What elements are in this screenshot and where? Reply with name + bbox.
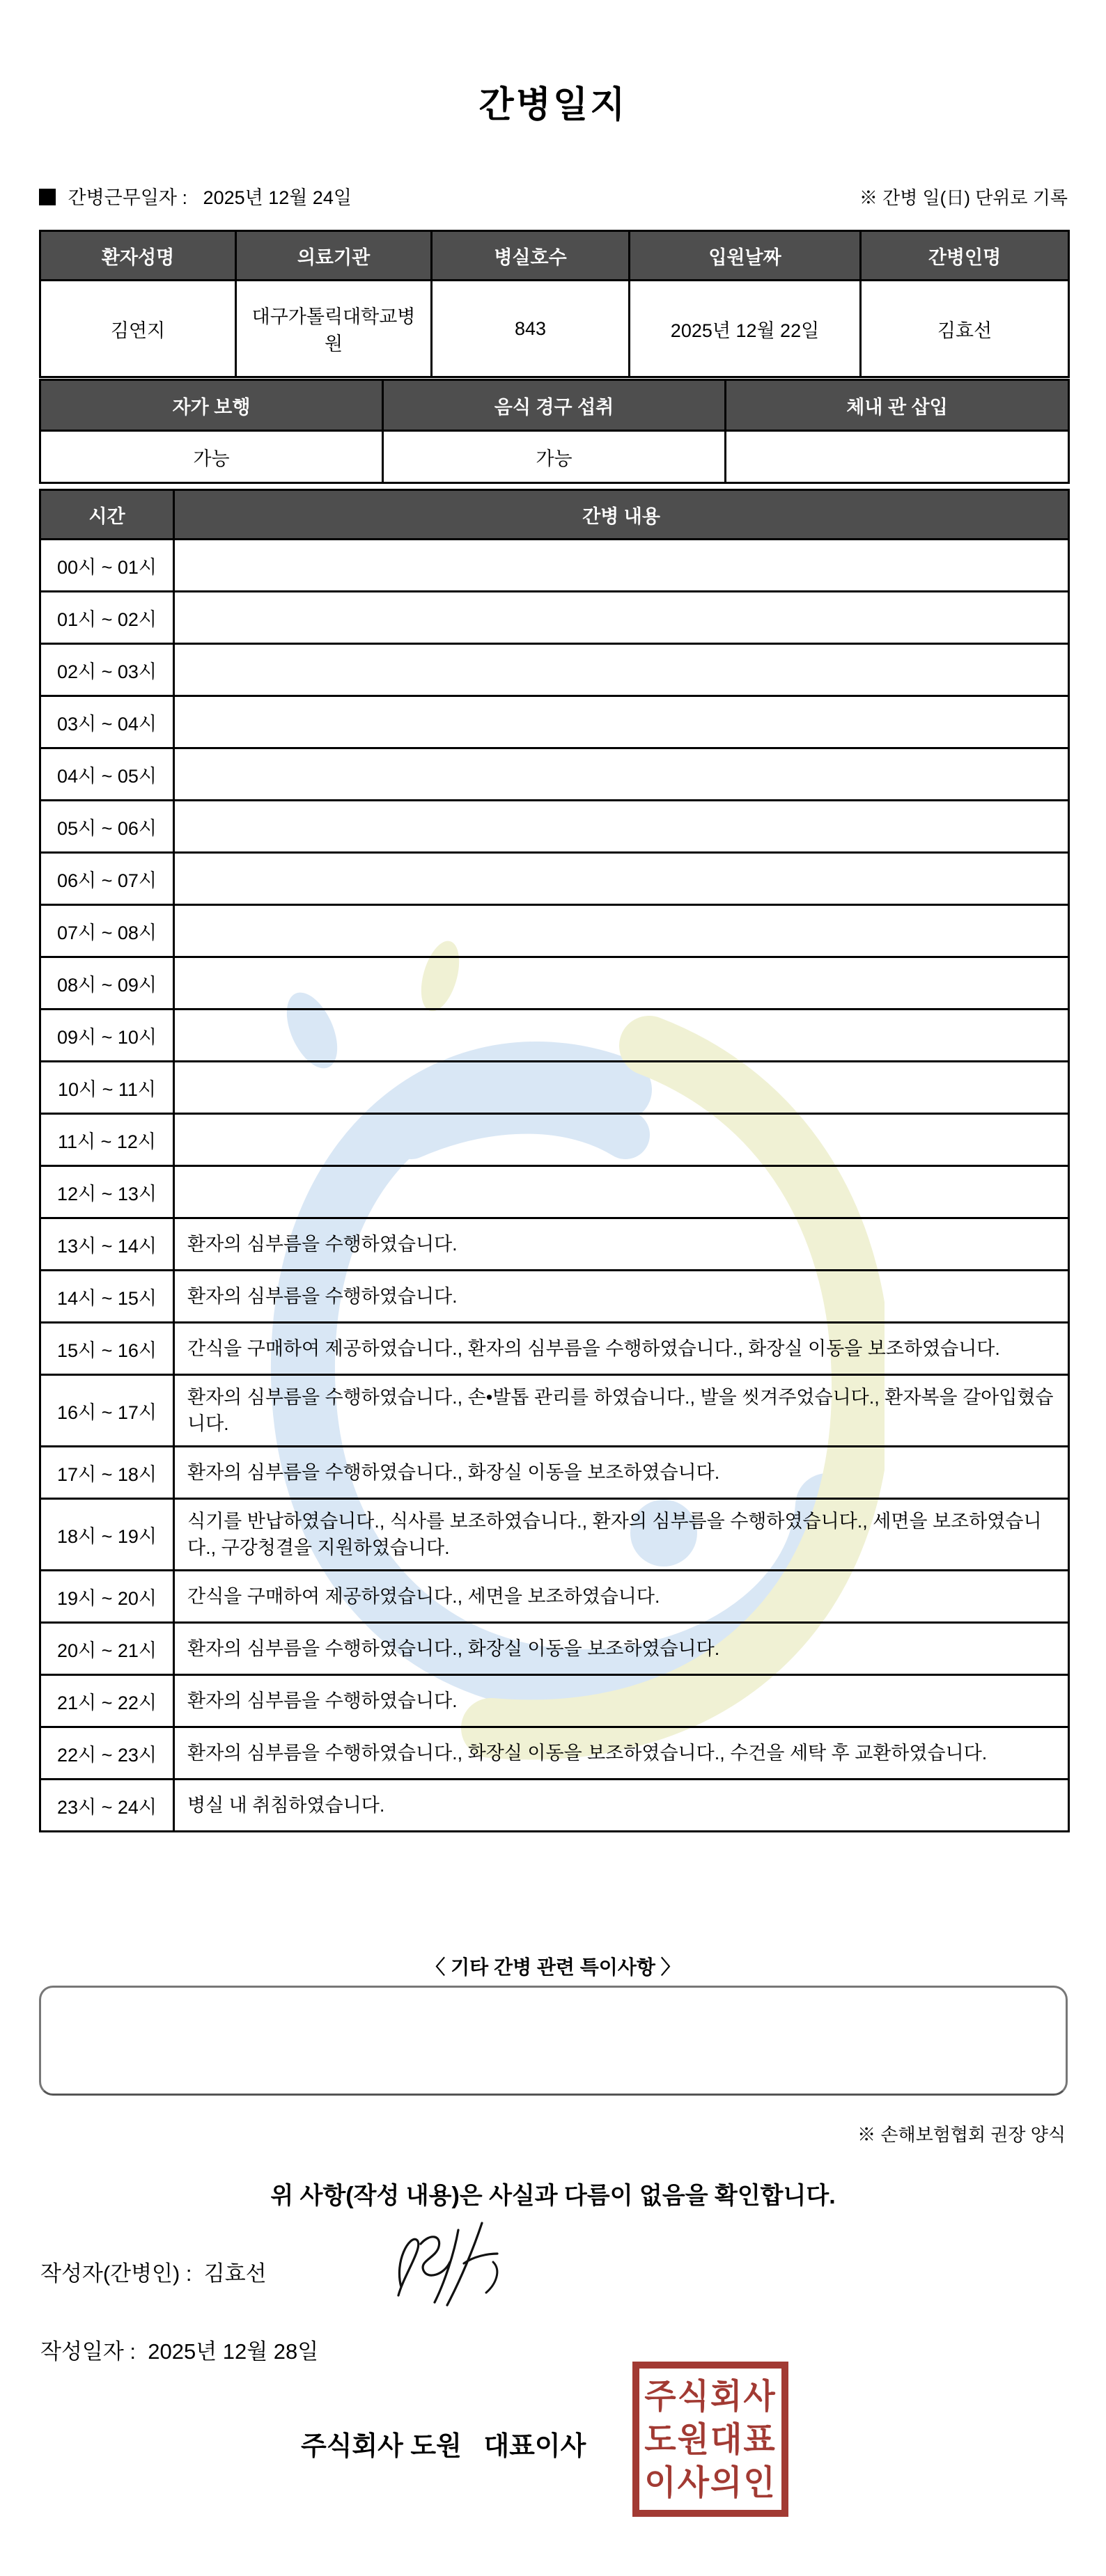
care-content <box>174 1166 1069 1218</box>
self-walking-value: 가능 <box>40 431 383 483</box>
time-slot: 18시 ~ 19시 <box>40 1499 174 1571</box>
care-content <box>174 1010 1069 1062</box>
time-slot: 22시 ~ 23시 <box>40 1727 174 1780</box>
col-header-care-content: 간병 내용 <box>174 490 1069 540</box>
time-slot: 09시 ~ 10시 <box>40 1010 174 1062</box>
care-content: 식기를 반납하였습니다., 식사를 보조하였습니다., 환자의 심부름을 수행하였습니다., 세면을 보조하였습니다., 구강청결을 지원하였습니다. <box>174 1499 1069 1571</box>
time-slot: 21시 ~ 22시 <box>40 1675 174 1727</box>
care-log-row <box>40 1727 1069 1780</box>
care-content: 간식을 구매하여 제공하였습니다., 환자의 심부름을 수행하였습니다., 화장실 이동을 보조하였습니다. <box>174 1323 1069 1375</box>
work-date-row <box>39 182 1068 210</box>
condition-table <box>39 379 1070 484</box>
time-slot: 11시 ~ 12시 <box>40 1114 174 1166</box>
col-header-patient-name: 환자성명 <box>40 231 236 281</box>
care-log-row <box>40 957 1069 1010</box>
col-header-time: 시간 <box>40 490 174 540</box>
confirmation-statement: 위 사항(작성 내용)은 사실과 다름이 없음을 확인합니다. <box>270 2183 836 2209</box>
care-log-header-row <box>40 490 1069 540</box>
care-log-row <box>40 1062 1069 1114</box>
care-content <box>174 644 1069 696</box>
care-content: 환자의 심부름을 수행하였습니다., 화장실 이동을 보조하였습니다. <box>174 1623 1069 1675</box>
care-log-row <box>40 1166 1069 1218</box>
care-content <box>174 748 1069 801</box>
written-date-line: 작성일자 : 2025년 12월 28일 <box>40 2339 319 2364</box>
patient-info-table <box>39 230 1070 378</box>
time-slot: 13시 ~ 14시 <box>40 1218 174 1271</box>
care-content <box>174 905 1069 957</box>
care-log-row <box>40 696 1069 748</box>
work-date-value <box>193 187 203 208</box>
care-content: 환자의 심부름을 수행하였습니다., 화장실 이동을 보조하였습니다., 수건을 세탁 후 교환하였습니다. <box>174 1727 1069 1780</box>
care-content <box>174 540 1069 592</box>
care-log-row <box>40 1623 1069 1675</box>
care-content <box>174 801 1069 853</box>
recommended-form-note: ※ 손해보험협회 권장 양식 <box>857 2124 1066 2145</box>
care-content: 간식을 구매하여 제공하였습니다., 세면을 보조하였습니다. <box>174 1571 1069 1623</box>
care-log-row <box>40 644 1069 696</box>
special-notes-box <box>39 1986 1068 2096</box>
seal-row-1: 주식회사 <box>644 2376 777 2415</box>
col-header-room-number: 병실호수 <box>432 231 630 281</box>
care-log-row <box>40 1375 1069 1447</box>
work-date <box>39 182 352 210</box>
company-ceo-line: 주식회사 도원 대표이사 <box>301 2432 586 2461</box>
time-slot: 04시 ~ 05시 <box>40 748 174 801</box>
time-slot: 15시 ~ 16시 <box>40 1323 174 1375</box>
col-header-caregiver-name: 간병인명 <box>861 231 1069 281</box>
care-content: 환자의 심부름을 수행하였습니다. <box>174 1675 1069 1727</box>
col-header-admission-date: 입원날짜 <box>630 231 861 281</box>
condition-header-row <box>40 380 1069 431</box>
work-date-value-text: 2025년 12월 24일 <box>203 187 352 208</box>
caregiver-name-value: 김효선 <box>861 281 1069 377</box>
care-content <box>174 592 1069 644</box>
care-log-row <box>40 1218 1069 1271</box>
care-log-row <box>40 1010 1069 1062</box>
medical-institution-value: 대구가톨릭대학교병원 <box>236 281 432 377</box>
care-log-row <box>40 592 1069 644</box>
care-log-table <box>39 489 1070 1832</box>
care-log-row <box>40 853 1069 905</box>
care-log-row <box>40 905 1069 957</box>
room-number-value: 843 <box>432 281 630 377</box>
writer-line: 작성자(간병인) : 김효선 <box>40 2261 267 2286</box>
admission-date-value: 2025년 12월 22일 <box>630 281 861 377</box>
care-content: 환자의 심부름을 수행하였습니다., 화장실 이동을 보조하였습니다. <box>174 1447 1069 1499</box>
care-content: 환자의 심부름을 수행하였습니다. <box>174 1271 1069 1323</box>
care-content: 환자의 심부름을 수행하였습니다., 손•발톱 관리를 하였습니다., 발을 씻겨주었습니다., 환자복을 갈아입혔습니다. <box>174 1375 1069 1447</box>
seal-row-2: 도원대표 <box>644 2419 777 2458</box>
care-log-row <box>40 1323 1069 1375</box>
col-header-self-walking: 자가 보행 <box>40 380 383 431</box>
care-log-row <box>40 1571 1069 1623</box>
time-slot: 06시 ~ 07시 <box>40 853 174 905</box>
special-notes-label: 〈 기타 간병 관련 특이사항 〉 <box>426 1956 680 1978</box>
care-log-row <box>40 1114 1069 1166</box>
care-log-row <box>40 1447 1069 1499</box>
tube-insertion-value <box>726 431 1069 483</box>
oral-intake-value: 가능 <box>383 431 726 483</box>
patient-info-header-row <box>40 231 1069 281</box>
care-content <box>174 696 1069 748</box>
col-header-tube-insertion: 체내 관 삽입 <box>726 380 1069 431</box>
care-log-row <box>40 801 1069 853</box>
record-unit-note: ※ 간병 일(日) 단위로 기록 <box>859 187 1068 208</box>
col-header-oral-intake: 음식 경구 섭취 <box>383 380 726 431</box>
corporate-seal-stamp <box>632 2362 788 2517</box>
work-date-label: 간병근무일자 : <box>68 187 188 208</box>
care-log-row <box>40 1499 1069 1571</box>
black-square-icon <box>39 189 56 205</box>
care-log-row <box>40 1675 1069 1727</box>
time-slot: 20시 ~ 21시 <box>40 1623 174 1675</box>
time-slot: 12시 ~ 13시 <box>40 1166 174 1218</box>
care-content <box>174 853 1069 905</box>
patient-name-value: 김연지 <box>40 281 236 377</box>
patient-info-value-row <box>40 281 1069 377</box>
care-content <box>174 957 1069 1010</box>
time-slot: 08시 ~ 09시 <box>40 957 174 1010</box>
time-slot: 14시 ~ 15시 <box>40 1271 174 1323</box>
time-slot: 05시 ~ 06시 <box>40 801 174 853</box>
time-slot: 10시 ~ 11시 <box>40 1062 174 1114</box>
page-title: 간병일지 <box>478 85 628 125</box>
time-slot: 19시 ~ 20시 <box>40 1571 174 1623</box>
care-log-row <box>40 748 1069 801</box>
care-content <box>174 1114 1069 1166</box>
care-content: 환자의 심부름을 수행하였습니다. <box>174 1218 1069 1271</box>
care-content: 병실 내 취침하였습니다. <box>174 1780 1069 1832</box>
care-log-row <box>40 1271 1069 1323</box>
time-slot: 07시 ~ 08시 <box>40 905 174 957</box>
time-slot: 03시 ~ 04시 <box>40 696 174 748</box>
time-slot: 16시 ~ 17시 <box>40 1375 174 1447</box>
time-slot: 23시 ~ 24시 <box>40 1780 174 1832</box>
care-log-row <box>40 1780 1069 1832</box>
time-slot: 00시 ~ 01시 <box>40 540 174 592</box>
time-slot: 02시 ~ 03시 <box>40 644 174 696</box>
care-log-body <box>40 540 1069 1832</box>
col-header-medical-institution: 의료기관 <box>236 231 432 281</box>
care-log-row <box>40 540 1069 592</box>
condition-value-row <box>40 431 1069 483</box>
time-slot: 01시 ~ 02시 <box>40 592 174 644</box>
seal-row-3: 이사의인 <box>644 2463 777 2502</box>
time-slot: 17시 ~ 18시 <box>40 1447 174 1499</box>
care-content <box>174 1062 1069 1114</box>
handwritten-signature <box>376 2217 526 2315</box>
